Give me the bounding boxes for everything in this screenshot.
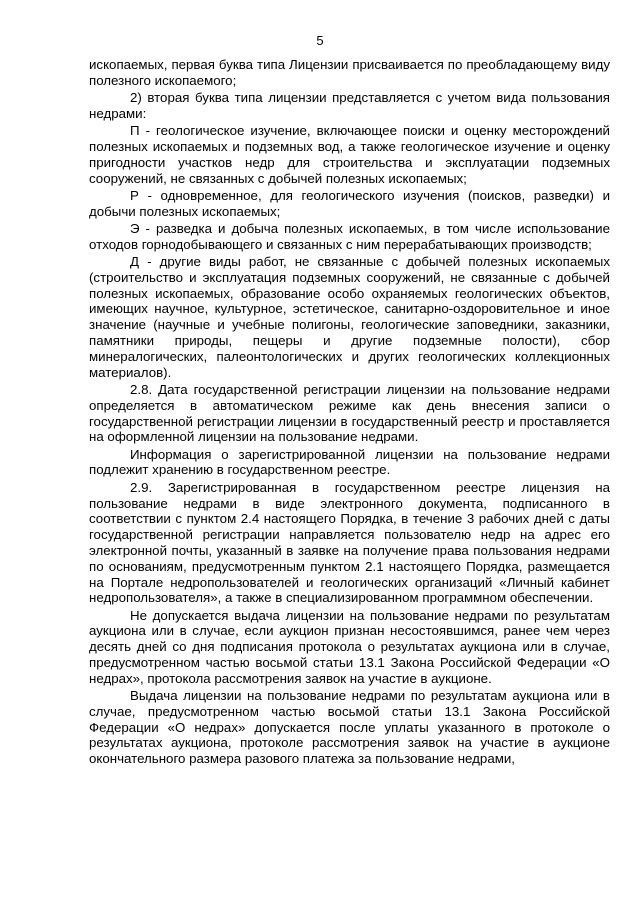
paragraph-type-r: Р - одновременное, для геологического изучения (поисков, разведки) и добычи полезных ископаемых; xyxy=(89,187,610,219)
paragraph-issuance-restriction: Не допускается выдача лицензии на пользование недрами по результатам аукциона или в случае, если аукцион признан несостоявшимся, ранее чем через десять дней со дня подписания протокола о результатах аукциона или в случае, предусмотренном частью восьмой статьи 13.1 Закона Российской Федерации «О недрах», протокола рассмотрения заявок на участие в аукционе. xyxy=(89,607,610,686)
page-number: 5 xyxy=(316,33,324,48)
paragraph-type-d: Д - другие виды работ, не связанные с добычей полезных ископаемых (строительство и эксплуатация подземных сооружений, не связанные с добычей полезных ископаемых, образование особо охраняемых геологических объектов, имеющих научное, культурное, эстетическое, санитарно-оздоровительное и иное значение (научные и учебные полигоны, геологические заповедники, заказники, памятники природы, пещеры и другие подземные полости), сбор минералогических, палеонтологических и других геологических коллекционных материалов). xyxy=(89,254,610,380)
paragraph-continuation: ископаемых, первая буква типа Лицензии присваивается по преобладающему виду полезного ископаемого; xyxy=(89,57,610,88)
paragraph-section-2-8: 2.8. Дата государственной регистрации лицензии на пользование недрами определяется в автоматическом режиме как день внесения записи о государственной регистрации лицензии в государственный реестр и проставляется на оформленной лицензии на пользование недрами. xyxy=(89,381,610,445)
paragraph-type-p: П - геологическое изучение, включающее поиски и оценку месторождений полезных ископаемых и подземных вод, а также геологическое изучение и оценку пригодности участков недр для строительства и эксплуатации подземных сооружений, не связанных с добычей полезных ископаемых; xyxy=(89,123,610,186)
paragraph-type-e: Э - разведка и добыча полезных ископаемых, в том числе использование отходов горнодобывающего и связанных с ним перерабатывающих производств; xyxy=(89,220,610,252)
paragraph-license-second-letter: 2) вторая буква типа лицензии представляется с учетом вида пользования недрами: xyxy=(89,90,610,121)
paragraph-registry-storage: Информация о зарегистрированной лицензии на пользование недрами подлежит хранению в государственном реестре. xyxy=(89,446,610,478)
paragraph-section-2-9: 2.9. Зарегистрированная в государственном реестре лицензия на пользование недрами в виде электронного документа, подписанного в соответствии с пунктом 2.4 настоящего Порядка, в течение 3 рабочих дней с даты государственной регистрации направляется пользователю недр на адрес его электронной почты, указанный в заявке на получение права пользования недрами по основаниям, предусмотренным пунктом 2.1 настоящего Порядка, размещается на Портале недропользователей и геологических организаций «Личный кабинет недропользователя», а также в специализированном программном обеспечении. xyxy=(89,479,610,606)
document-body xyxy=(89,57,610,767)
paragraph-issuance-after-payment: Выдача лицензии на пользование недрами по результатам аукциона или в случае, предусмотренном частью восьмой статьи 13.1 Закона Российской Федерации «О недрах» допускается после уплаты указанного в протоколе о результатах аукциона, протоколе рассмотрения заявок на участие в аукционе окончательного размера разового платежа за пользование недрами, xyxy=(89,688,610,767)
